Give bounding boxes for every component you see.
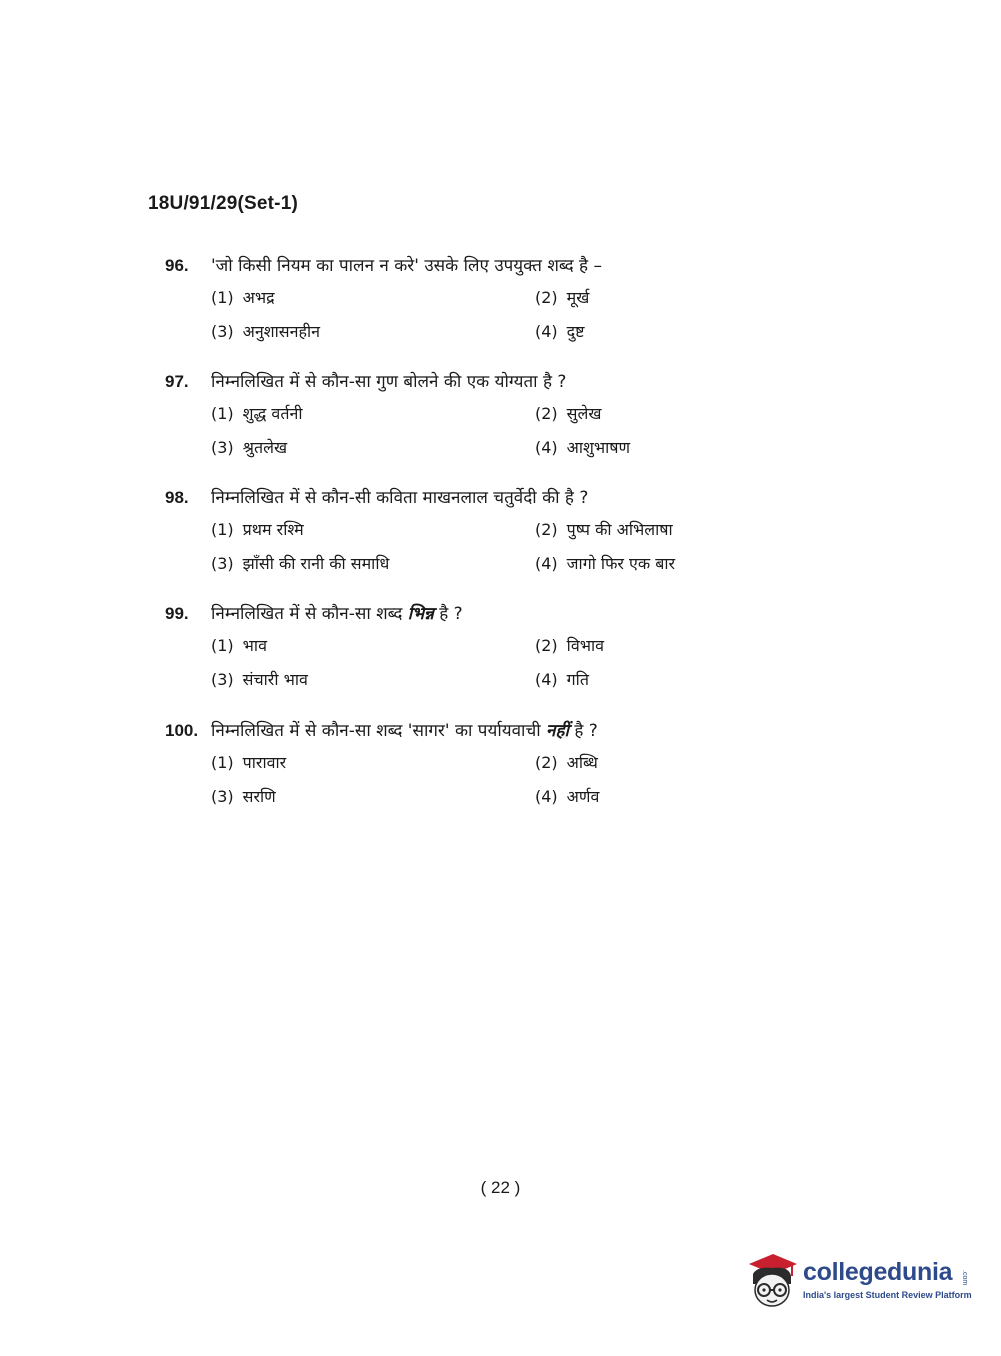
option-2: (2) विभाव bbox=[535, 636, 604, 655]
option-1: (1) भाव bbox=[211, 636, 267, 655]
logo-suffix: .com bbox=[961, 1270, 968, 1286]
question-98 bbox=[165, 487, 725, 589]
option-3: (3) श्रुतलेख bbox=[211, 438, 288, 457]
option-1: (1) अभद्र bbox=[211, 288, 275, 307]
question-text: निम्नलिखित में से कौन-सा शब्द भिन्न है ? bbox=[211, 604, 463, 624]
option-2: (2) अब्धि bbox=[535, 753, 598, 772]
option-1: (1) पारावार bbox=[211, 753, 287, 772]
question-96 bbox=[165, 255, 725, 357]
option-1: (1) प्रथम रश्मि bbox=[211, 520, 304, 539]
option-1: (1) शुद्ध वर्तनी bbox=[211, 404, 303, 423]
options-list bbox=[211, 403, 725, 473]
options-list bbox=[211, 287, 725, 357]
page-number: ( 22 ) bbox=[480, 1178, 521, 1197]
option-3: (3) अनुशासनहीन bbox=[211, 322, 321, 341]
question-text: निम्नलिखित में से कौन-सी कविता माखनलाल चतुर्वेदी की है ? bbox=[211, 488, 589, 508]
emphasized-word: नहीं bbox=[546, 721, 569, 741]
options-list bbox=[211, 519, 725, 589]
option-2: (2) पुष्प की अभिलाषा bbox=[535, 520, 673, 539]
question-text: निम्नलिखित में से कौन-सा गुण बोलने की एक योग्यता है ? bbox=[211, 372, 567, 392]
question-text: निम्नलिखित में से कौन-सा शब्द 'सागर' का पर्यायवाची नहीं है ? bbox=[211, 721, 598, 741]
collegedunia-logo bbox=[743, 1250, 973, 1320]
page-header-code: 18U/91/29(Set-1) bbox=[148, 193, 298, 214]
question-97 bbox=[165, 371, 725, 473]
question-number: 99. bbox=[165, 604, 189, 623]
option-4: (4) जागो फिर एक बार bbox=[535, 554, 676, 573]
options-list bbox=[211, 635, 725, 705]
option-2: (2) मूर्ख bbox=[535, 288, 590, 307]
question-number: 98. bbox=[165, 488, 189, 507]
option-3: (3) झाँसी की रानी की समाधि bbox=[211, 554, 390, 573]
question-text: 'जो किसी नियम का पालन न करे' उसके लिए उपयुक्त शब्द है – bbox=[211, 256, 602, 276]
logo-tagline: India's largest Student Review Platform bbox=[803, 1290, 972, 1300]
question-99 bbox=[165, 603, 725, 705]
option-2: (2) सुलेख bbox=[535, 404, 602, 423]
question-number: 96. bbox=[165, 256, 189, 275]
question-number: 100. bbox=[165, 721, 199, 740]
options-list bbox=[211, 752, 725, 822]
emphasized-word: भिन्न bbox=[407, 604, 434, 624]
option-4: (4) दुष्ट bbox=[535, 322, 585, 341]
option-4: (4) आशुभाषण bbox=[535, 438, 631, 457]
option-3: (3) संचारी भाव bbox=[211, 670, 308, 689]
logo-wordmark: collegedunia bbox=[803, 1258, 953, 1286]
question-100 bbox=[165, 720, 725, 822]
option-3: (3) सरणि bbox=[211, 787, 276, 806]
option-4: (4) गति bbox=[535, 670, 589, 689]
option-4: (4) अर्णव bbox=[535, 787, 600, 806]
mascot-icon bbox=[743, 1250, 801, 1312]
question-number: 97. bbox=[165, 372, 189, 391]
